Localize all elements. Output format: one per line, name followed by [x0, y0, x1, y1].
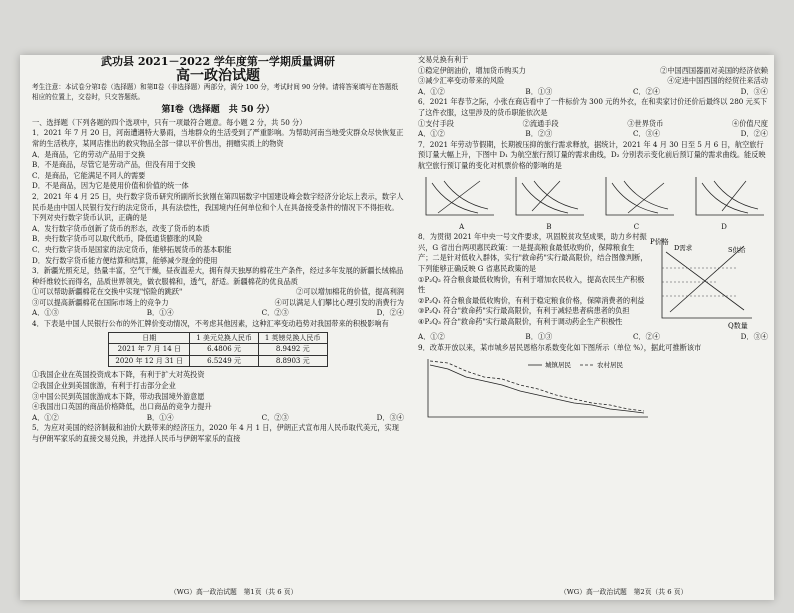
- table-header: 1 美元兑换人民币: [190, 332, 259, 344]
- question-5: 5．为应对美国的经济制裁和油价大跌带来的经济压力，2020 年 4 月 1 日，伊朗正式宣布用人民币取代美元，实现与伊朗军家乐的直接交易兑换，并选择人民币与伊朗军家乐的直接: [32, 423, 399, 443]
- answer-choice: D．③④: [376, 412, 404, 422]
- q5-statement: ②中国西国器面对美国的经济依赖: [660, 65, 768, 75]
- line-chart: [418, 355, 658, 425]
- q8-statement: ③P₂Q₁ 符合"救命药"实行最高限价，有利于减轻患者病患者的负担: [418, 306, 630, 316]
- right-column: [418, 55, 768, 429]
- q3-statement: ②可以增加棉花的价值，提高利润: [296, 287, 404, 297]
- q8-statement: ④P₂Q₃ 符合"救命药"实行最高限价，有利于调动药企生产积极性: [418, 316, 623, 326]
- q6-statement: ①支付手段: [418, 118, 454, 128]
- q4-statement: ①我国企业在英国投资成本下降，有利于扩大对英投资: [32, 370, 205, 380]
- x-axis-label: Q数量: [728, 322, 748, 331]
- q8-text: [418, 232, 648, 332]
- left-column: [32, 55, 404, 445]
- table-row: [109, 355, 327, 367]
- question-7: 7．2021 年劳动节假期，长期被压抑的旅行需求释放，据统计，2021 年 4 月 30 日至 5 月 6 日，航空旅行预订量大幅上升，下图中 D₁ 为航空旅行预订量的需求曲线，D₂ 分别表示变化前后预订量的需求曲线。能反映航空旅行预订量的变化对机票价格的影响的是: [418, 139, 766, 170]
- table-cell: 2021 年 7 月 14 日: [109, 344, 190, 356]
- table-header-row: [109, 332, 327, 344]
- answer-choice: A．①③: [32, 308, 59, 318]
- q7-graphs: [418, 175, 768, 221]
- q2-option: A．发行数字货币创新了货币的形态，改变了货币的本质: [32, 223, 210, 233]
- answer-choice: D．③④: [740, 86, 768, 96]
- q5-statements-row: [418, 66, 768, 77]
- q5-statements-row: [418, 76, 768, 87]
- q8-price-graph: [648, 232, 758, 332]
- q6-statement: ③世界货币: [627, 118, 664, 128]
- q8-answers: [418, 332, 768, 343]
- answer-choice: B．①③: [525, 86, 553, 96]
- supply-demand-graph-d: [688, 175, 768, 221]
- q4-statement: ④我国出口英国的商品价格降低，出口商品的竞争力提升: [32, 402, 212, 412]
- answer-choice: A．①②: [418, 332, 445, 342]
- q3-statements-row: [32, 287, 404, 298]
- table-row: [109, 344, 327, 356]
- supply-demand-graph-c: [598, 175, 678, 221]
- q1-option: A．是商品，它的劳动产品用于交换: [32, 149, 146, 159]
- answer-choice: C．②③: [261, 308, 289, 318]
- graph-label: C: [633, 222, 640, 231]
- curve-label: D需求: [674, 244, 693, 253]
- answer-choice: B．①④: [146, 412, 174, 422]
- legend-item: 农村居民: [597, 361, 623, 370]
- q2-option: C．央行数字货币是国家的法定货币，能够拓展货币的基本职能: [32, 244, 232, 254]
- question-3: 3．新疆光照充足，热量丰富，空气干燥，昼夜温差大，拥有得天独厚的棉花生产条件，经过多年发展的新疆长绒棉品种纤维较长而得名，品质世界领先，做衣服棉和，透气，舒适。新疆棉花的优良品质: [32, 266, 404, 286]
- legend-item: 城镇居民: [545, 361, 571, 370]
- q5-statement: ①稳定伊朗油价，增加货币购买力: [418, 65, 526, 75]
- q3-answers: [32, 308, 404, 319]
- answer-choice: A．①②: [418, 129, 445, 139]
- engel-coefficient-chart: [418, 355, 768, 429]
- answer-choice: C．②④: [632, 332, 660, 342]
- q4-statement: ③中国公民到英国旅游成本下降，带动我国境外游意愿: [32, 391, 205, 401]
- q2-option: B．央行数字货币可以取代纸币，降低通货膨胀的风险: [32, 234, 203, 244]
- exam-note: 考生注意：本试卷分第Ⅰ卷（选择题）和第Ⅱ卷（非选择题）两部分，满分 100 分，考试时间 90 分钟。请将答案填写在答题纸相应的位置上，交卷时，只交答题纸。: [32, 83, 399, 101]
- question-8: 8．为贯彻 2021 年中央一号文件要求，巩固脱贫攻坚成果，助力乡村振兴，G 省出台两项惠民政策：一是提高粮食最低收购价，保障粮食生产；二是针对低收入群体，实行"救命药"实行最高限价，结合图像判断，下列能够正确反映 G 省惠民政策的是: [418, 232, 648, 273]
- table-header: 1 英镑兑换人民币: [258, 332, 327, 344]
- q8-statement: ①P₂Q₂ 符合粮食最低收购价，有利于增加农民收入，提高农民生产积极性: [418, 274, 645, 295]
- graph-label: B: [546, 222, 552, 231]
- page-footer-left: （WG）高一政治试题 第1页（共 6 页）: [170, 588, 298, 596]
- q5-statement: ④定进中国西国的经贸往来活动: [667, 76, 768, 86]
- q6-statements: [418, 119, 768, 130]
- exam-title: 高一政治试题: [176, 67, 260, 84]
- table-cell: 6.4806 元: [190, 344, 259, 356]
- y-axis-label: P价格: [650, 238, 669, 247]
- q5-continued: 交易兑换有利于: [418, 55, 469, 64]
- school-title: 武功县 2021－2022 学年度第一学期质量调研: [101, 55, 335, 68]
- answer-choice: A．①②: [418, 86, 445, 96]
- q7-graph-labels: [418, 222, 768, 233]
- choice-intro: 一、选择题（下列各题的四个选项中，只有一项最符合题意。每小题 2 分，共 50 分）: [32, 117, 307, 127]
- q3-statement: ①可以帮助新疆棉花在交换中实现"惊险的跳跃": [32, 287, 183, 297]
- q8-statement: ②P₂Q₁ 符合粮食最低收购价，有利于稳定粮食价格，保障消费者的利益: [418, 295, 645, 305]
- curve-label: S供给: [728, 246, 746, 255]
- q4-answers: [32, 413, 404, 424]
- question-4: 4．下表是中国人民银行公布的外汇牌价变动情况，不考虑其他因素，这种汇率变动趋势对我国带来的积极影响有: [32, 319, 389, 329]
- table-header: 日期: [109, 332, 190, 344]
- q6-statement: ④价值尺度: [732, 118, 768, 128]
- supply-demand-graph-b: [508, 175, 588, 221]
- q4-statement: ②我国企业到美国旅游，有利于打击部分企业: [32, 381, 176, 391]
- table-cell: 6.5249 元: [190, 355, 259, 367]
- answer-choice: C．②③: [261, 412, 289, 422]
- answer-choice: D．③④: [740, 332, 768, 342]
- q3-statement: ④可以满足人们攀比心理引发的消费行为: [274, 297, 404, 307]
- answer-choice: A．①②: [32, 412, 59, 422]
- table-cell: 8.8903 元: [258, 355, 327, 367]
- q1-option: D．不是商品，因为它是使用价值和价值的统一体: [32, 181, 189, 191]
- q3-statement: ③可以提高新疆棉花在国际市场上的竞争力: [32, 297, 169, 307]
- q5-answers: [418, 87, 768, 98]
- section-heading: 第Ⅰ卷（选择题 共 50 分）: [161, 105, 275, 116]
- supply-demand-graph-a: [418, 175, 498, 221]
- exam-sheet: [20, 55, 774, 600]
- answer-choice: B．①③: [525, 332, 553, 342]
- graph-label: D: [721, 222, 727, 231]
- q6-answers: [418, 129, 768, 140]
- question-8-block: [418, 232, 768, 332]
- answer-choice: C．③④: [632, 129, 660, 139]
- answer-choice: B．①④: [146, 308, 174, 318]
- question-1: 1．2021 年 7 月 20 日，河南遭遇特大暴雨，当地群众的生活受到了严重影响。为帮助河南当地受灾群众尽快恢复正常的生活秩序，某网店推出的救灾物品全部一律以平价售出，捐赠实质上的物资: [32, 128, 404, 148]
- graph-label: A: [459, 222, 465, 231]
- table-cell: 2020 年 12 月 31 日: [109, 355, 190, 367]
- table-cell: 8.9492 元: [258, 344, 327, 356]
- q6-statement: ②流通手段: [522, 118, 559, 128]
- question-2: 2．2021 年 4 月 25 日，央行数字货币研究所副所长狄刚在第四届数字中国建设峰会数字经济分论坛上表示，数字人民币是由中国人民银行发行的法定货币，具有法偿性，我国境内任何单位和个人在具备接受条件的情况下不得拒收。下列对央行数字货币认识，正确的是: [32, 191, 404, 223]
- answer-choice: B．②③: [525, 129, 553, 139]
- q1-option: B．不是商品，尽管它是劳动产品，但没有用于交换: [32, 160, 196, 170]
- answer-choice: C．②④: [632, 86, 660, 96]
- q1-option: C．是商品，它能满足不同人的需要: [32, 170, 146, 180]
- answer-choice: D．②④: [376, 308, 404, 318]
- q2-option: D．发行数字货币能方便结算和结算，能够减少现金的使用: [32, 255, 218, 265]
- question-9: 9．改革开放以来，某市城乡居民恩格尔系数变化如下图所示（单位 %），据此可推断该市: [418, 342, 702, 352]
- page-footer-right: （WG）高一政治试题 第2页（共 6 页）: [560, 588, 688, 596]
- q3-statements-row: [32, 298, 404, 309]
- exchange-rate-table: [108, 332, 327, 368]
- answer-choice: D．②④: [740, 129, 768, 139]
- q5-statement: ③减少汇率变动带来的风险: [418, 76, 505, 86]
- question-6: 6．2021 年春节之际，小张在商店看中了一件标价为 300 元的外衣，在和卖家讨价还价后最终以 280 元买下了这件衣服，这里涉及的货币职能依次是: [418, 97, 768, 117]
